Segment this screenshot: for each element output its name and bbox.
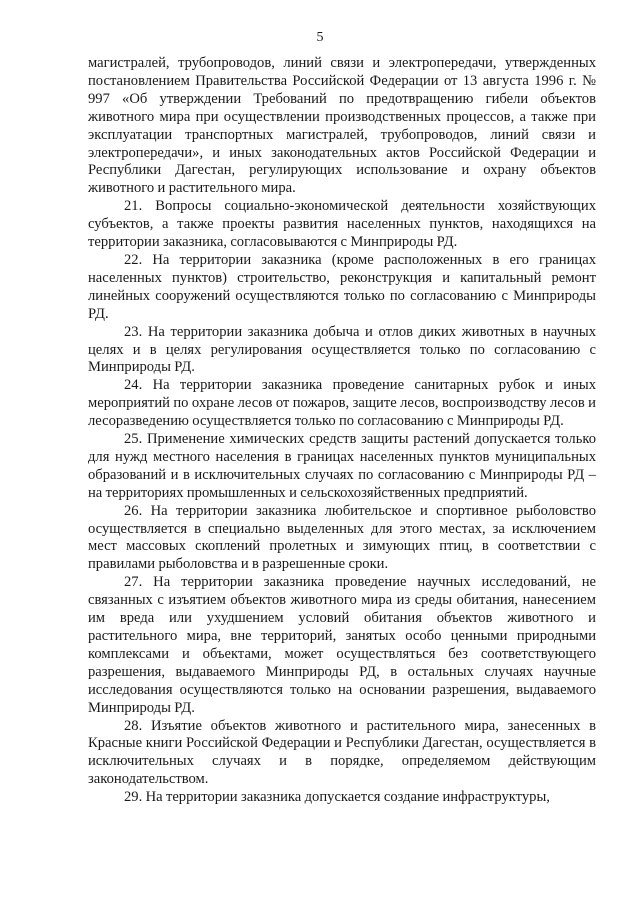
document-body: [88, 55, 596, 807]
paragraph-25: 25. Применение химических средств защиты растений допускается только для нужд местного населения в границах населенных пунктов муниципальных образований и в исключительных случаях по согласованию с Минприроды РД – на территориях промышленных и сельскохозяйственных предприятий.: [88, 431, 596, 501]
paragraph-29: 29. На территории заказника допускается создание инфраструктуры,: [124, 789, 550, 806]
paragraph-23: 23. На территории заказника добыча и отлов диких животных в научных целях и в целях регулирования осуществляется только по согласованию с Минприроды РД.: [88, 323, 596, 376]
paragraph-24: 24. На территории заказника проведение санитарных рубок и иных мероприятий по охране лесов от пожаров, защите лесов, воспроизводству лесов и лесоразведению осуществляется только по согласованию с Минприроды РД.: [88, 377, 596, 430]
paragraph-28: 28. Изъятие объектов животного и растительного мира, занесенных в Красные книги Российской Федерации и Республики Дагестан, осуществляется в исключительных случаях и в порядке, определяемом действующим законодательством.: [88, 717, 596, 788]
paragraph-21: 21. Вопросы социально-экономической деятельности хозяйствующих субъектов, а также проекты развития населенных пунктов, находящихся на территории заказника, согласовываются с Минприроды РД.: [88, 198, 596, 251]
paragraph-26: 26. На территории заказника любительское и спортивное рыболовство осуществляется в специально выделенных для этого местах, за исключением мест массовых скоплений пролетных и зимующих птиц, в соответствии с правилами рыболовства и в разрешенные сроки.: [88, 502, 596, 573]
paragraph-27: 27. На территории заказника проведение научных исследований, не связанных с изъятием объектов животного мира из среды обитания, нанесением им вреда или ухудшением условий обитания объектов животного и растительного мира, вне территорий, занятых особо ценными природными комплексами и объектами, может осуществляться без соответствующего разрешения, выдаваемого Минприроды РД, в остальных случаях научные исследования осуществляются только на основании разрешения, выдаваемого Минприроды РД.: [88, 574, 596, 716]
page-number: 5: [316, 30, 324, 45]
paragraph-22: 22. На территории заказника (кроме расположенных в его границах населенных пунктов) строительство, реконструкция и капитальный ремонт линейных сооружений осуществляются только по согласованию с Минприроды РД.: [88, 251, 596, 322]
paragraph-continuation: магистралей, трубопроводов, линий связи и электропередачи, утвержденных постановлением Правительства Российской Федерации от 13 августа 1996 г. № 997 «Об утверждении Требований по предотвращению гибели объектов животного мира при осуществлении производственных процессов, а также при эксплуатации транспортных магистралей, трубопроводов, линий связи и электропередачи», и иных законодательных актов Российской Федерации и Республики Дагестан, регулирующих использование и охрану объектов животного и растительного мира.: [88, 55, 596, 197]
